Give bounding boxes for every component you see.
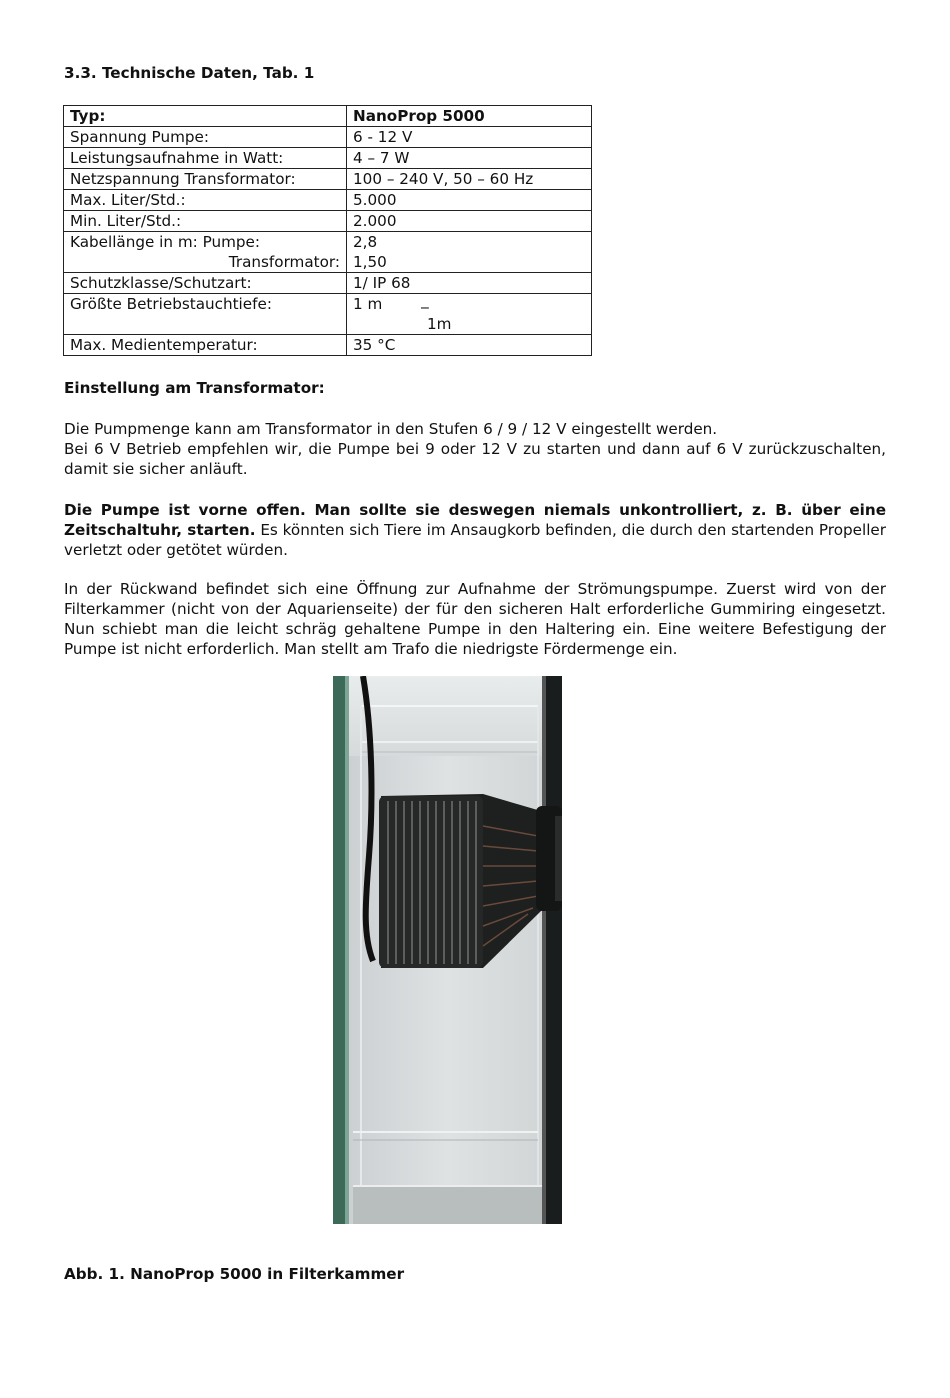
- row-value: 2.000: [347, 211, 592, 232]
- row-value: 1/ IP 68: [347, 273, 592, 294]
- cable-label-transformer: Transformator:: [228, 253, 340, 271]
- table-row-cable: [64, 232, 592, 273]
- paragraph-pump-setting: [64, 419, 886, 479]
- row-value: 35 °C: [347, 335, 592, 356]
- table-header-value: NanoProp 5000: [347, 106, 592, 127]
- row-value: 4 – 7 W: [347, 148, 592, 169]
- heading-transformator: Einstellung am Transformator:: [64, 379, 325, 397]
- depth-value-2: 1m: [427, 315, 452, 333]
- depth-value-cell: [347, 291, 592, 335]
- cable-label-cell: [64, 232, 347, 273]
- spec-table: [63, 105, 592, 356]
- row-label: Schutzklasse/Schutzart:: [64, 273, 347, 294]
- row-label: Leistungsaufnahme in Watt:: [64, 148, 347, 169]
- depth-label: Größte Betriebstauchtiefe:: [64, 294, 347, 335]
- cable-value-pump: 2,8: [353, 233, 378, 251]
- warning-bold-text: Die Pumpe ist vorne offen. Man sollte sie deswegen niemals unkontrolliert, z. B. über eine Zeitschaltuhr, starten.: [64, 501, 886, 539]
- table-row-depth: [64, 294, 592, 335]
- row-value: 100 – 240 V, 50 – 60 Hz: [347, 169, 592, 190]
- table-row: [64, 148, 592, 169]
- table-row: [64, 127, 592, 148]
- row-label: Netzspannung Transformator:: [64, 169, 347, 190]
- figure-caption: Abb. 1. NanoProp 5000 in Filterkammer: [64, 1265, 405, 1283]
- row-label: Max. Liter/Std.:: [64, 190, 347, 211]
- pump-in-filter-chamber-photo: [333, 676, 562, 1224]
- table-row: [64, 211, 592, 232]
- paragraph-installation: In der Rückwand befindet sich eine Öffnung zur Aufnahme der Strömungspumpe. Zuerst wird von der Filterkammer (nicht von der Aquarienseite) der für den sicheren Halt erforderliche Gummiring eingesetzt. Nun schiebt man die leicht schräg gehaltene Pumpe in den Haltering ein. Eine weitere Befestigung der Pumpe ist nicht erforderlich. Man stellt am Trafo die niedrigste Fördermenge ein.: [64, 580, 886, 658]
- table-header-row: [64, 106, 592, 127]
- row-value: 6 - 12 V: [347, 127, 592, 148]
- row-label: Min. Liter/Std.:: [64, 211, 347, 232]
- row-label: Max. Medientemperatur:: [64, 335, 347, 356]
- table-row: [64, 190, 592, 211]
- depth-mark: _: [421, 291, 429, 309]
- table-row: [64, 273, 592, 294]
- paragraph-line: Bei 6 V Betrieb empfehlen wir, die Pumpe bei 9 oder 12 V zu starten und dann auf 6 V zurückzuschalten, damit sie sicher anläuft.: [64, 440, 886, 478]
- paragraph-line: Die Pumpmenge kann am Transformator in den Stufen 6 / 9 / 12 V eingestellt werden.: [64, 420, 718, 438]
- row-label: Spannung Pumpe:: [64, 127, 347, 148]
- cable-label-pump: Kabellänge in m: Pumpe:: [70, 233, 260, 251]
- table-row: [64, 335, 592, 356]
- section-title: 3.3. Technische Daten, Tab. 1: [64, 64, 315, 82]
- depth-value-1: 1 m: [353, 295, 383, 313]
- table-row: [64, 169, 592, 190]
- cable-value-transformer: 1,50: [353, 253, 387, 271]
- paragraph-warning: [64, 500, 886, 560]
- row-value: 5.000: [347, 190, 592, 211]
- cable-value-cell: [347, 232, 592, 273]
- table-header-label: Typ:: [64, 106, 347, 127]
- warning-normal-text: Es könnten sich Tiere im Ansaugkorb befinden, die durch den startenden Propeller verletzt oder getötet würden.: [64, 521, 887, 559]
